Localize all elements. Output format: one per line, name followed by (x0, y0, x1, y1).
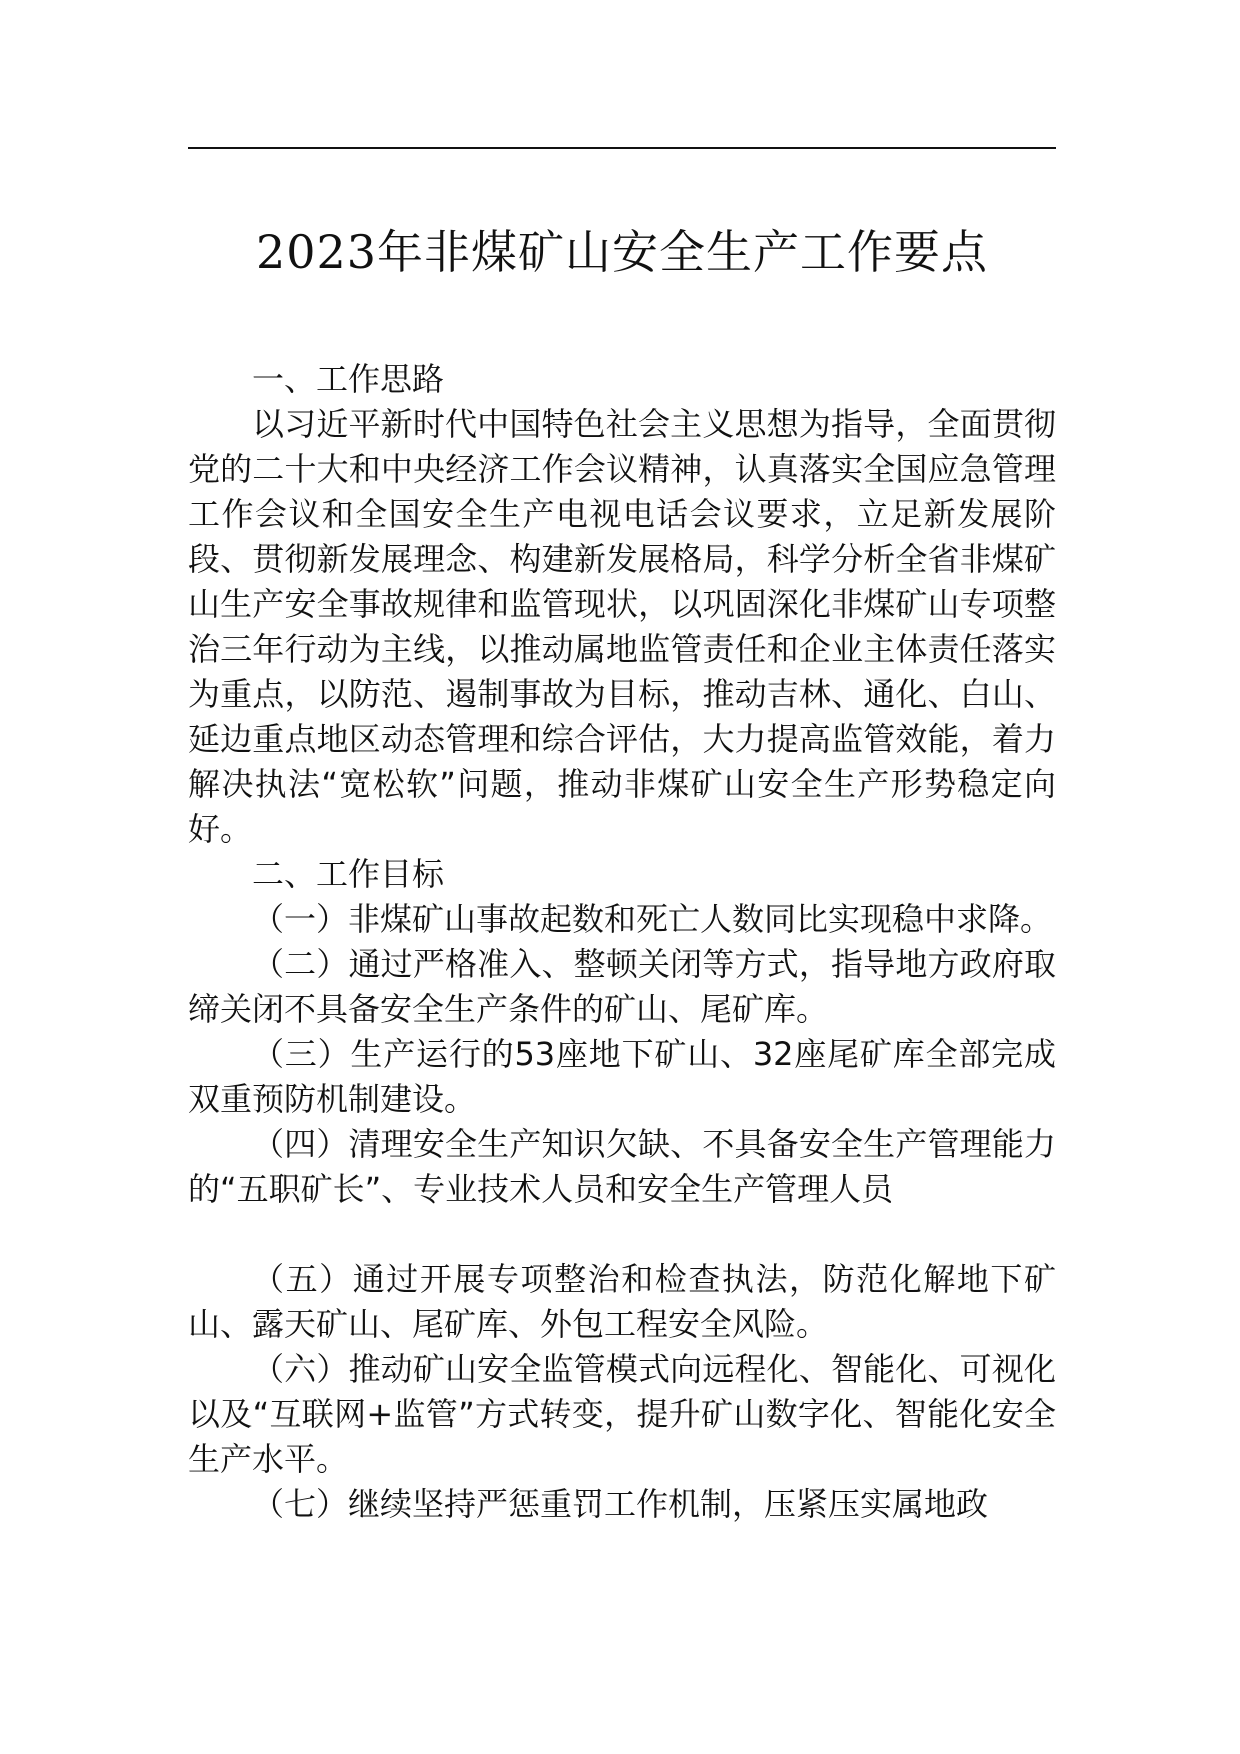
goal-item-5: （五）通过开展专项整治和检查执法，防范化解地下矿山、露天矿山、尾矿库、外包工程安全风险。 (188, 1260, 1056, 1343)
header-rule (188, 147, 1056, 149)
goal-item-7: （七）继续坚持严惩重罚工作机制，压紧压实属地政 (252, 1485, 989, 1523)
goal-item-2: （二）通过严格准入、整顿关闭等方式，指导地方政府取缔关闭不具备安全生产条件的矿山、尾矿库。 (188, 945, 1056, 1028)
goal-item-4: （四）清理安全生产知识欠缺、不具备安全生产管理能力的“五职矿长”、专业技术人员和安全生产管理人员 (188, 1125, 1056, 1208)
document-title: 2023年非煤矿山安全生产工作要点 (255, 225, 989, 279)
document-body (188, 357, 1056, 1527)
section-heading-2: 二、工作目标 (252, 855, 445, 893)
goal-item-1: （一）非煤矿山事故起数和死亡人数同比实现稳中求降。 (252, 900, 1053, 938)
paragraph-work-approach: 以习近平新时代中国特色社会主义思想为指导，全面贯彻党的二十大和中央经济工作会议精神，认真落实全国应急管理工作会议和全国安全生产电视电话会议要求，立足新发展阶段、贯彻新发展理念、构建新发展格局，科学分析全省非煤矿山生产安全事故规律和监管现状，以巩固深化非煤矿山专项整治三年行动为主线，以推动属地监管责任和企业主体责任落实为重点，以防范、遏制事故为目标，推动吉林、通化、白山、延边重点地区动态管理和综合评估，大力提高监管效能，着力解决执法“宽松软”问题，推动非煤矿山安全生产形势稳定向好。 (188, 405, 1056, 848)
goal-item-3: （三）生产运行的53座地下矿山、32座尾矿库全部完成双重预防机制建设。 (188, 1035, 1056, 1118)
goal-item-6: （六）推动矿山安全监管模式向远程化、智能化、可视化以及“互联网+监管”方式转变，提升矿山数字化、智能化安全生产水平。 (188, 1350, 1056, 1478)
section-heading-1: 一、工作思路 (252, 360, 445, 398)
